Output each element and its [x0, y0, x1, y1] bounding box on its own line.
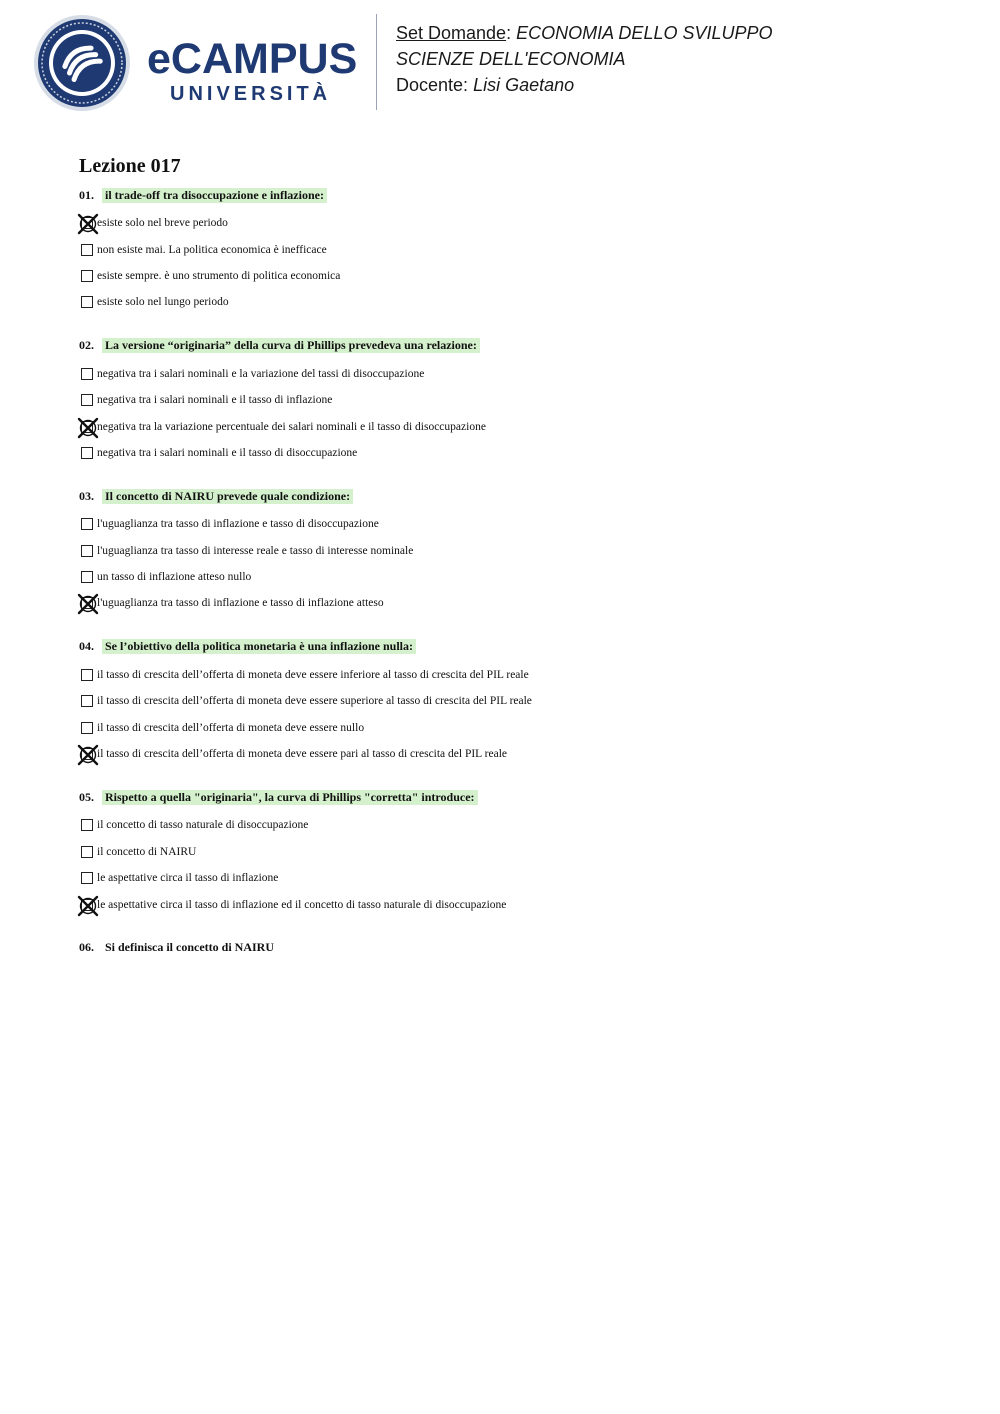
checkbox[interactable] [81, 296, 93, 308]
question-header [79, 788, 959, 806]
question-text: Rispetto a quella "originaria", la curva di Phillips "corretta" introduce: [102, 790, 478, 805]
question-text: La versione “originaria” della curva di Phillips prevedeva una relazione: [102, 338, 480, 353]
question-block [79, 788, 959, 918]
answer-option[interactable] [79, 590, 959, 616]
answer-text: l'uguaglianza tra tasso di inflazione e tasso di inflazione atteso [97, 597, 384, 610]
question-text: Se l’obiettivo della politica monetaria è una inflazione nulla: [102, 639, 416, 654]
question-text: Si definisca il concetto di NAIRU [105, 940, 274, 955]
faculty-name: SCIENZE DELL'ECONOMIA [396, 49, 626, 69]
answer-text: esiste solo nel breve periodo [97, 217, 228, 230]
answer-option[interactable] [79, 564, 959, 590]
answer-option[interactable] [79, 538, 959, 564]
checkbox-checked[interactable] [81, 748, 93, 760]
answer-text: il concetto di tasso naturale di disoccupazione [97, 819, 309, 832]
question-header [79, 939, 959, 957]
question-header [79, 638, 959, 656]
header-divider [376, 14, 377, 110]
lesson-title: Lezione 017 [79, 155, 181, 177]
checkbox-checked[interactable] [81, 421, 93, 433]
checkbox[interactable] [81, 447, 93, 459]
check-mark-icon [76, 592, 100, 616]
checkbox[interactable] [81, 571, 93, 583]
question-block [79, 186, 959, 316]
answer-option[interactable] [79, 662, 959, 688]
answer-text: un tasso di inflazione atteso nullo [97, 571, 252, 584]
answer-option[interactable] [79, 210, 959, 236]
check-mark-icon [76, 416, 100, 440]
answer-option[interactable] [79, 812, 959, 838]
answer-text: le aspettative circa il tasso di inflazione [97, 872, 279, 885]
question-number: 05. [79, 789, 94, 804]
checkbox[interactable] [81, 368, 93, 380]
checkbox[interactable] [81, 669, 93, 681]
question-block [79, 939, 959, 957]
checkbox[interactable] [81, 722, 93, 734]
answer-option[interactable] [79, 440, 959, 466]
question-header [79, 337, 959, 355]
answer-option[interactable] [79, 511, 959, 537]
checkbox[interactable] [81, 846, 93, 858]
answer-option[interactable] [79, 289, 959, 315]
answer-text: le aspettative circa il tasso di inflazione ed il concetto di tasso naturale di disoccupazione [97, 898, 507, 911]
teacher-line [396, 72, 773, 98]
question-header [79, 186, 959, 204]
checkbox-checked[interactable] [81, 597, 93, 609]
question-block [79, 487, 959, 617]
question-header [79, 487, 959, 505]
answer-text: negativa tra i salari nominali e il tasso di inflazione [97, 394, 333, 407]
answer-option[interactable] [79, 839, 959, 865]
checkbox[interactable] [81, 394, 93, 406]
answer-option[interactable] [79, 387, 959, 413]
answer-option[interactable] [79, 236, 959, 262]
answer-text: esiste sempre. è uno strumento di politica economica [97, 269, 341, 282]
teacher-name: Lisi Gaetano [473, 75, 575, 95]
checkbox-checked[interactable] [81, 217, 93, 229]
question-text: Il concetto di NAIRU prevede quale condizione: [102, 489, 353, 504]
answer-option[interactable] [79, 688, 959, 714]
checkbox[interactable] [81, 819, 93, 831]
answer-text: negativa tra i salari nominali e il tasso di disoccupazione [97, 446, 358, 459]
question-number: 02. [79, 338, 94, 353]
check-mark-icon [76, 894, 100, 918]
question-list [79, 186, 959, 978]
question-block [79, 638, 959, 768]
answer-option[interactable] [79, 865, 959, 891]
answer-option[interactable] [79, 741, 959, 767]
ecampus-logo [33, 14, 363, 112]
answer-text: esiste solo nel lungo periodo [97, 296, 229, 309]
question-block [79, 337, 959, 467]
answer-option[interactable] [79, 413, 959, 439]
check-mark-icon [76, 743, 100, 767]
brand-subtitle: UNIVERSITÀ [170, 83, 332, 105]
checkbox[interactable] [81, 244, 93, 256]
header-info [396, 20, 773, 98]
answer-option[interactable] [79, 263, 959, 289]
answer-text: l'uguaglianza tra tasso di interesse reale e tasso di interesse nominale [97, 544, 414, 557]
set-label: Set Domande [396, 23, 507, 43]
checkbox[interactable] [81, 518, 93, 530]
question-number: 01. [79, 187, 94, 202]
set-line: Set Domande: ECONOMIA DELLO SVILUPPO [396, 23, 773, 43]
answer-text: negativa tra la variazione percentuale dei salari nominali e il tasso di disoccupazione [97, 420, 486, 433]
question-text: il trade-off tra disoccupazione e inflazione: [102, 188, 327, 203]
page-header [0, 0, 1000, 120]
brand-name: eCAMPUS [147, 35, 358, 83]
teacher-label: Docente: [396, 75, 469, 95]
answer-option[interactable] [79, 714, 959, 740]
checkbox[interactable] [81, 695, 93, 707]
question-number: 03. [79, 488, 94, 503]
checkbox[interactable] [81, 872, 93, 884]
answer-text: il tasso di crescita dell’offerta di moneta deve essere nullo [97, 721, 365, 734]
answer-text: il tasso di crescita dell’offerta di moneta deve essere inferiore al tasso di crescita del PIL reale [97, 668, 529, 681]
answer-text: il concetto di NAIRU [97, 845, 197, 858]
university-seal-icon [33, 14, 131, 112]
checkbox[interactable] [81, 270, 93, 282]
answer-text: negativa tra i salari nominali e la variazione del tassi di disoccupazione [97, 367, 425, 380]
answer-text: il tasso di crescita dell’offerta di moneta deve essere superiore al tasso di crescita del PIL reale [97, 695, 532, 708]
answer-option[interactable] [79, 361, 959, 387]
answer-text: non esiste mai. La politica economica è inefficace [97, 243, 327, 256]
set-value: ECONOMIA DELLO SVILUPPO [516, 23, 773, 43]
question-number: 06. [79, 940, 94, 955]
answer-text: l'uguaglianza tra tasso di inflazione e tasso di disoccupazione [97, 518, 379, 531]
answer-option[interactable] [79, 891, 959, 917]
checkbox[interactable] [81, 545, 93, 557]
question-number: 04. [79, 639, 94, 654]
checkbox-checked[interactable] [81, 899, 93, 911]
check-mark-icon [76, 212, 100, 236]
answer-text: il tasso di crescita dell’offerta di moneta deve essere pari al tasso di crescita del PIL reale [97, 748, 507, 761]
